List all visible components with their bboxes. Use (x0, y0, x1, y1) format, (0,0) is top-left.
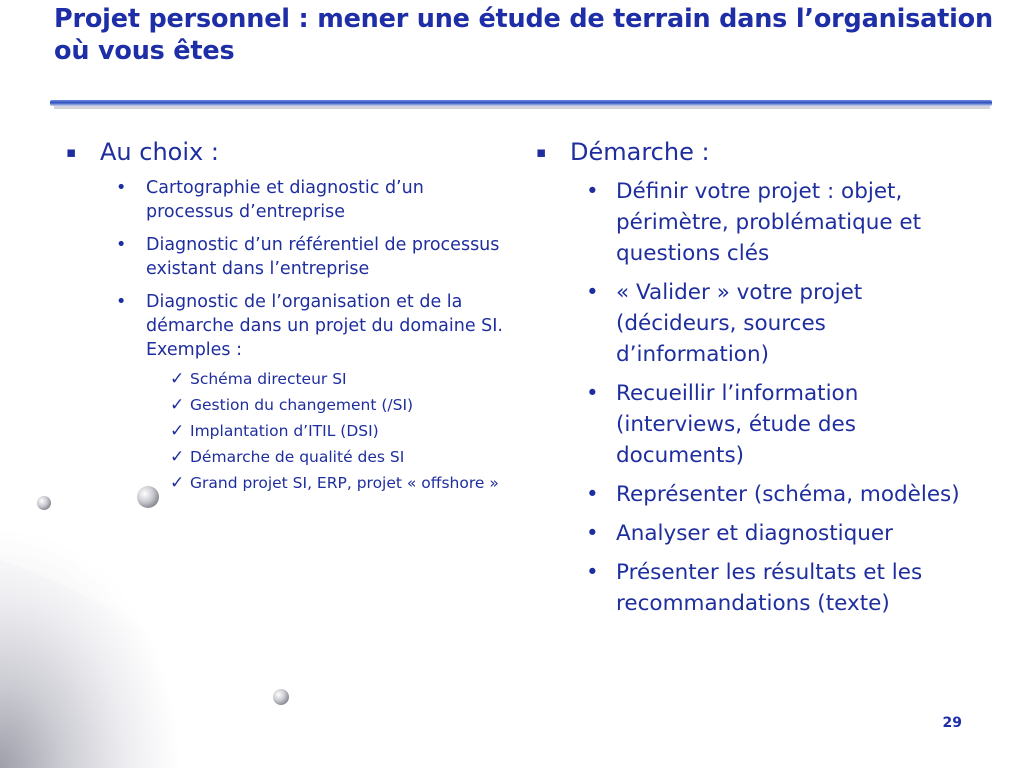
dot-bullet-icon: • (586, 381, 599, 406)
checkmark-icon: ✓ (170, 369, 185, 389)
dot-bullet-icon: • (586, 560, 599, 585)
title-underline (50, 97, 992, 113)
page-number: 29 (942, 715, 962, 731)
dot-bullet-icon: • (116, 178, 127, 198)
example-item: ✓ Démarche de qualité des SI (170, 447, 405, 467)
list-item: • Représenter (schéma, modèles) (584, 479, 972, 510)
example-item: ✓ Grand projet SI, ERP, projet « offshore » (170, 473, 499, 493)
list-item: • « Valider » votre projet (décideurs, sources d’information) (584, 277, 972, 370)
square-bullet-icon: ▪ (66, 143, 77, 161)
dot-bullet-icon: • (116, 235, 127, 255)
left-heading-item (62, 136, 512, 168)
checkmark-icon: ✓ (170, 421, 185, 441)
right-column (532, 136, 972, 627)
dot-bullet-icon: • (586, 179, 599, 204)
checkmark-icon: ✓ (170, 447, 185, 467)
left-heading: Au choix : (100, 138, 219, 166)
list-item: • Définir votre projet : objet, périmètre, problématique et questions clés (584, 176, 972, 269)
dot-bullet-icon: • (586, 521, 599, 546)
left-column (62, 136, 512, 498)
square-bullet-icon: ▪ (536, 143, 547, 161)
list-item: • Recueillir l’information (interviews, étude des documents) (584, 378, 972, 471)
example-item: ✓ Gestion du changement (/SI) (170, 395, 414, 415)
dot-bullet-icon: • (586, 280, 599, 305)
right-heading: Démarche : (570, 138, 710, 166)
right-heading-item (532, 136, 972, 168)
dot-bullet-icon: • (586, 482, 599, 507)
list-item: • Analyser et diagnostiquer (584, 518, 972, 549)
decor-orb-bottom (273, 689, 289, 705)
list-item: • Diagnostic d’un référentiel de processus existant dans l’entreprise (116, 235, 500, 279)
dot-bullet-icon: • (116, 292, 127, 312)
checkmark-icon: ✓ (170, 473, 185, 493)
example-item: ✓ Implantation d’ITIL (DSI) (170, 421, 379, 441)
list-item: • Cartographie et diagnostic d’un processus d’entreprise (116, 178, 424, 222)
list-item: • Présenter les résultats et les recommandations (texte) (584, 557, 972, 619)
checkmark-icon: ✓ (170, 395, 185, 415)
example-item: ✓ Schéma directeur SI (170, 369, 347, 389)
list-item: • Diagnostic de l’organisation et de la démarche dans un projet du domaine SI. Exemples : (116, 292, 503, 360)
slide-title: Projet personnel : mener une étude de terrain dans l’organisation où vous êtes (54, 4, 993, 66)
decor-orb-small (37, 496, 51, 510)
